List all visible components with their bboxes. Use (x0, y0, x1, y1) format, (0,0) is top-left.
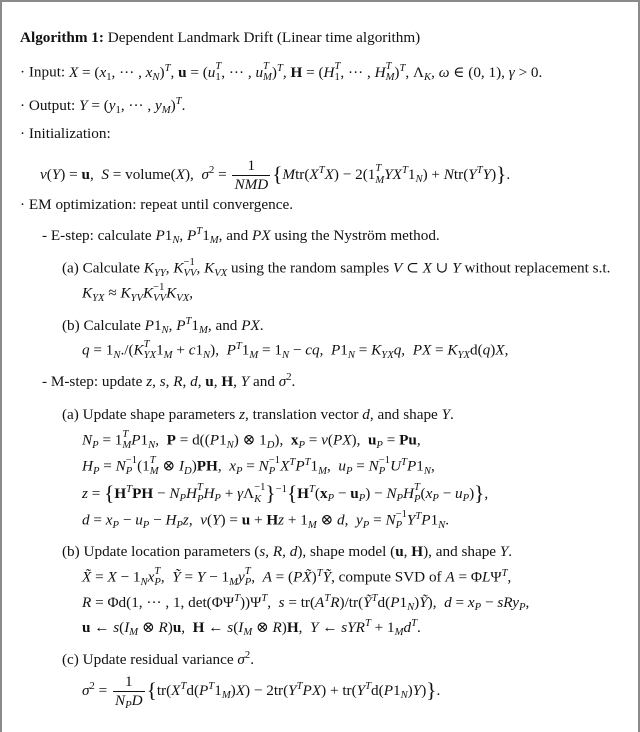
em-optimization-line: · EM optimization: repeat until convergence. (20, 196, 294, 213)
mstep-a-shape: , and shape (369, 406, 438, 423)
estep-b-and: , and (207, 317, 238, 334)
sigma-fraction: $\frac{1}{N_PD}$ (114, 673, 143, 712)
mstep-line: - M-step: update z, s, R, d, u, H, Y and $\sigma^2$. (42, 372, 296, 390)
mstep-b-label: (b) Update location parameters (62, 543, 251, 560)
input-equation: $X = (x_1$, ··· , $x_N)^T$, u = (u T 1 , ··· , u T M )$^T$, H = (H T 1 , ··· , H T M )$^T$, $\Lambda_K$, ω ∈ (0, 1), γ > 0. (68, 61, 543, 84)
mstep-a-eq-1: $N_P = 1$ T M $P1_N$, $P = d((P1_N)$ ⊗ $1_D$), $x_P = v(PX)$, $u_P = Pu$, (82, 429, 421, 452)
estep-line: - E-step: calculate $P1_N$, $P^T1_M$, and PX using the Nyström method. (42, 226, 440, 247)
mstep-a-line: (a) Update shape parameters z, translation vector d, and shape Y. (62, 406, 454, 423)
output-label: Output: (28, 97, 76, 114)
mstep-a-eq-4: $d = x_P - u_P - H_Pz$, $v(Y) = u + Hz + 1_M$ ⊗ d, $y_P = N$ −1 P $Y^TP1_N$. (82, 509, 450, 532)
mstep-b-eq-3: u ← $s(I_M$ ⊗ R)u, H ← $s(I_M$ ⊗ R)H, Y ← $sYR^T + 1_Md^T$. (82, 618, 421, 639)
svd-text: compute SVD of (338, 568, 442, 586)
initialization-line: · Initialization: (20, 125, 111, 142)
mstep-b-shape: , and shape (428, 543, 497, 560)
estep-b-equation: $q = 1_N./(K$ T YX $1_M + c1_N$), $P^T1_M = 1_N$ − cq, $P1_N = K_{YX}q$, PX = $K_{YX}d(q)X$, (82, 339, 509, 362)
estep-label: - E-step: calculate (42, 227, 152, 244)
estep-b-label: (b) Calculate (62, 317, 141, 334)
initialization-equation: v(Y) = u, S = volume(X), $\sigma^2$ = $\frac{1}{\text{NMD}}$ {$Mtr(X^TX) - 2(1$ T M $YX^T1_N) + Ntr(Y^TY)$}. (40, 157, 511, 194)
mstep-b-eq-1: X̃ = $X - 1_Nx$ T P , Ỹ = $Y - 1_My$ T P , A = (PX̃)$^T$Ỹ, compute SVD of $A = \Phi L\Psi^T$, (82, 566, 512, 589)
estep-and: , and (218, 227, 249, 244)
mstep-c-line: (c) Update residual variance $\sigma^2$. (62, 650, 255, 668)
output-line: · Output: $Y = (y_1$, ··· , $y_M)^T$. (20, 96, 186, 117)
estep-a-without: without replacement s.t. (464, 259, 611, 277)
mstep-label: - M-step: update (42, 373, 143, 390)
mstep-a-label: (a) Update shape parameters (62, 406, 236, 423)
mstep-a-eq-3: $z = \{H^TPH - N_PH$ T P $H_P + \gamma\Lambda$ −1 K }$^{-1}\{H^T(x_P - u_P) - N_PH$ T P $(x_P - u_P)$}, (82, 481, 489, 505)
mstep-b-line: (b) Update location parameters (s, R, d), shape model (u, H), and shape Y. (62, 543, 513, 560)
mstep-a-eq-2: $H_P = N$ −1 P (1 T M ⊗ $I_D)PH$, $x_P = N$ −1 P $X^TP^T1_M$, $u_P = N$ −1 P $U^TP1_N$, (82, 455, 435, 478)
mstep-and: and (253, 373, 275, 390)
algorithm-title: Algorithm 1: Dependent Landmark Drift (Linear time algorithm) (20, 29, 421, 46)
estep-a-random: using the random samples (231, 259, 390, 277)
em-label: EM optimization: repeat until convergence. (28, 196, 294, 213)
estep-b-line: (b) Calculate $P1_N$, $P^T1_M$, and PX. (62, 316, 264, 337)
volume-fn: volume (125, 166, 171, 183)
input-label: Input: (28, 63, 66, 81)
algorithm-label: Algorithm 1 (20, 29, 99, 46)
estep-a-label: (a) Calculate (62, 259, 140, 277)
mstep-a-trans: , translation vector (245, 406, 359, 423)
mstep-b-model: , shape model (302, 543, 387, 560)
mstep-b-eq-2: R = Φd(1, ··· , 1, $\det(\Phi\Psi^T))\Psi^T$, $s = tr(A^TR)/tr(Ỹ^Td(P1_N)Ỹ)$, $d = x_P - sRy_P$, (82, 593, 530, 614)
input-line: · Input: $X = (x_1$, ··· , $x_N)^T$, u = (u T 1 , ··· , u T M )$^T$, H = (H T 1 , ··· , H T M )$^T$, $\Lambda_K$, ω ∈ (0, 1), γ > 0. (20, 61, 543, 84)
init-fraction: $\frac{1}{\text{NMD}}$ (234, 157, 269, 194)
initialization-label: Initialization: (28, 125, 111, 142)
estep-a-equation: $K_{YX} \approx K_{YV}K$ −1 VV $K_{VX}$, (82, 282, 194, 305)
estep-post: using the Nyström method. (274, 227, 440, 244)
estep-a-line: (a) Calculate $K_{YY}$, K −1 VV , $K_{VX}$ using the random samples V ⊂ X ∪ Y without replacement s.t. (62, 257, 611, 280)
output-equation: $Y = (y_1$, ··· , $y_M)^T$. (79, 96, 186, 117)
mstep-c-label: (c) Update residual variance (62, 651, 234, 668)
algorithm-name: Dependent Landmark Drift (Linear time algorithm) (107, 29, 421, 46)
mstep-c-equation: $\sigma^2$ = $\frac{1}{N_PD}$ $\{tr(X^Td(P^T1_M)X) - 2tr(Y^TPX) + tr(Y^Td(P1_N)Y)\}$. (82, 673, 441, 712)
